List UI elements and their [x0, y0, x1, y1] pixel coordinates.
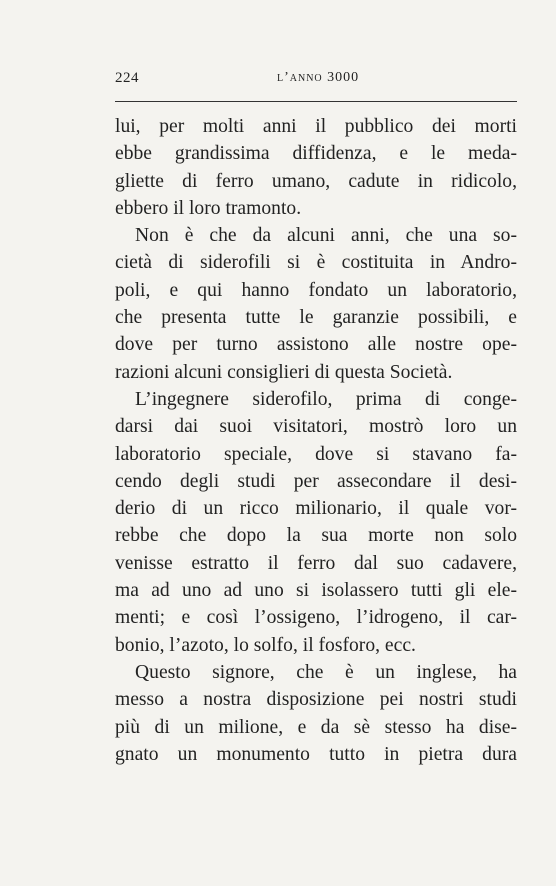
text-line: gnato un monumento tutto in pietra dura — [115, 743, 517, 765]
text-line: darsi dai suoi visitatori, mostrò loro un — [115, 416, 517, 438]
text-line: più di un milione, e da sè stesso ha dise- — [115, 716, 517, 738]
text-line: dove per turno assistono alle nostre ope- — [115, 334, 517, 356]
text-line: bonio, l’azoto, lo solfo, il fosforo, ecc. — [115, 634, 416, 656]
text-line: derio di un ricco milionario, il quale vor- — [115, 498, 517, 520]
text-line: cietà di siderofili si è costituita in Andro- — [115, 252, 517, 274]
text-line: ma ad uno ad uno si isolassero tutti gli ele- — [115, 580, 517, 602]
header-rule — [115, 101, 517, 102]
text-line: poli, e qui hanno fondato un laboratorio, — [115, 279, 517, 301]
text-line: rebbe che dopo la sua morte non solo — [115, 525, 517, 547]
text-line: Questo signore, che è un inglese, ha — [135, 661, 517, 683]
page-header — [115, 70, 517, 94]
text-line: venisse estratto il ferro dal suo cadavere, — [115, 552, 517, 574]
text-line: Non è che da alcuni anni, che una so- — [135, 225, 517, 247]
text-line: messo a nostra disposizione pei nostri studi — [115, 689, 517, 711]
text-line: razioni alcuni consiglieri di questa Società. — [115, 361, 453, 383]
text-line: laboratorio speciale, dove si stavano fa- — [115, 443, 517, 465]
text-line: ebbe grandissima diffidenza, e le meda- — [115, 143, 517, 165]
text-line: che presenta tutte le garanzie possibili, e — [115, 307, 517, 329]
text-line: lui, per molti anni il pubblico dei morti — [115, 116, 517, 137]
text-line: cendo degli studi per assecondare il desi- — [115, 470, 517, 492]
page-number: 224 — [115, 70, 139, 86]
text-line: L’ingegnere siderofilo, prima di conge- — [135, 388, 517, 410]
running-title: l’anno 3000 — [277, 70, 360, 85]
body-text — [115, 113, 517, 768]
text-line: gliette di ferro umano, cadute in ridicolo, — [115, 170, 517, 192]
text-line: ebbero il loro tramonto. — [115, 197, 302, 219]
text-line: menti; e così l’ossigeno, l’idrogeno, il car- — [115, 607, 517, 629]
